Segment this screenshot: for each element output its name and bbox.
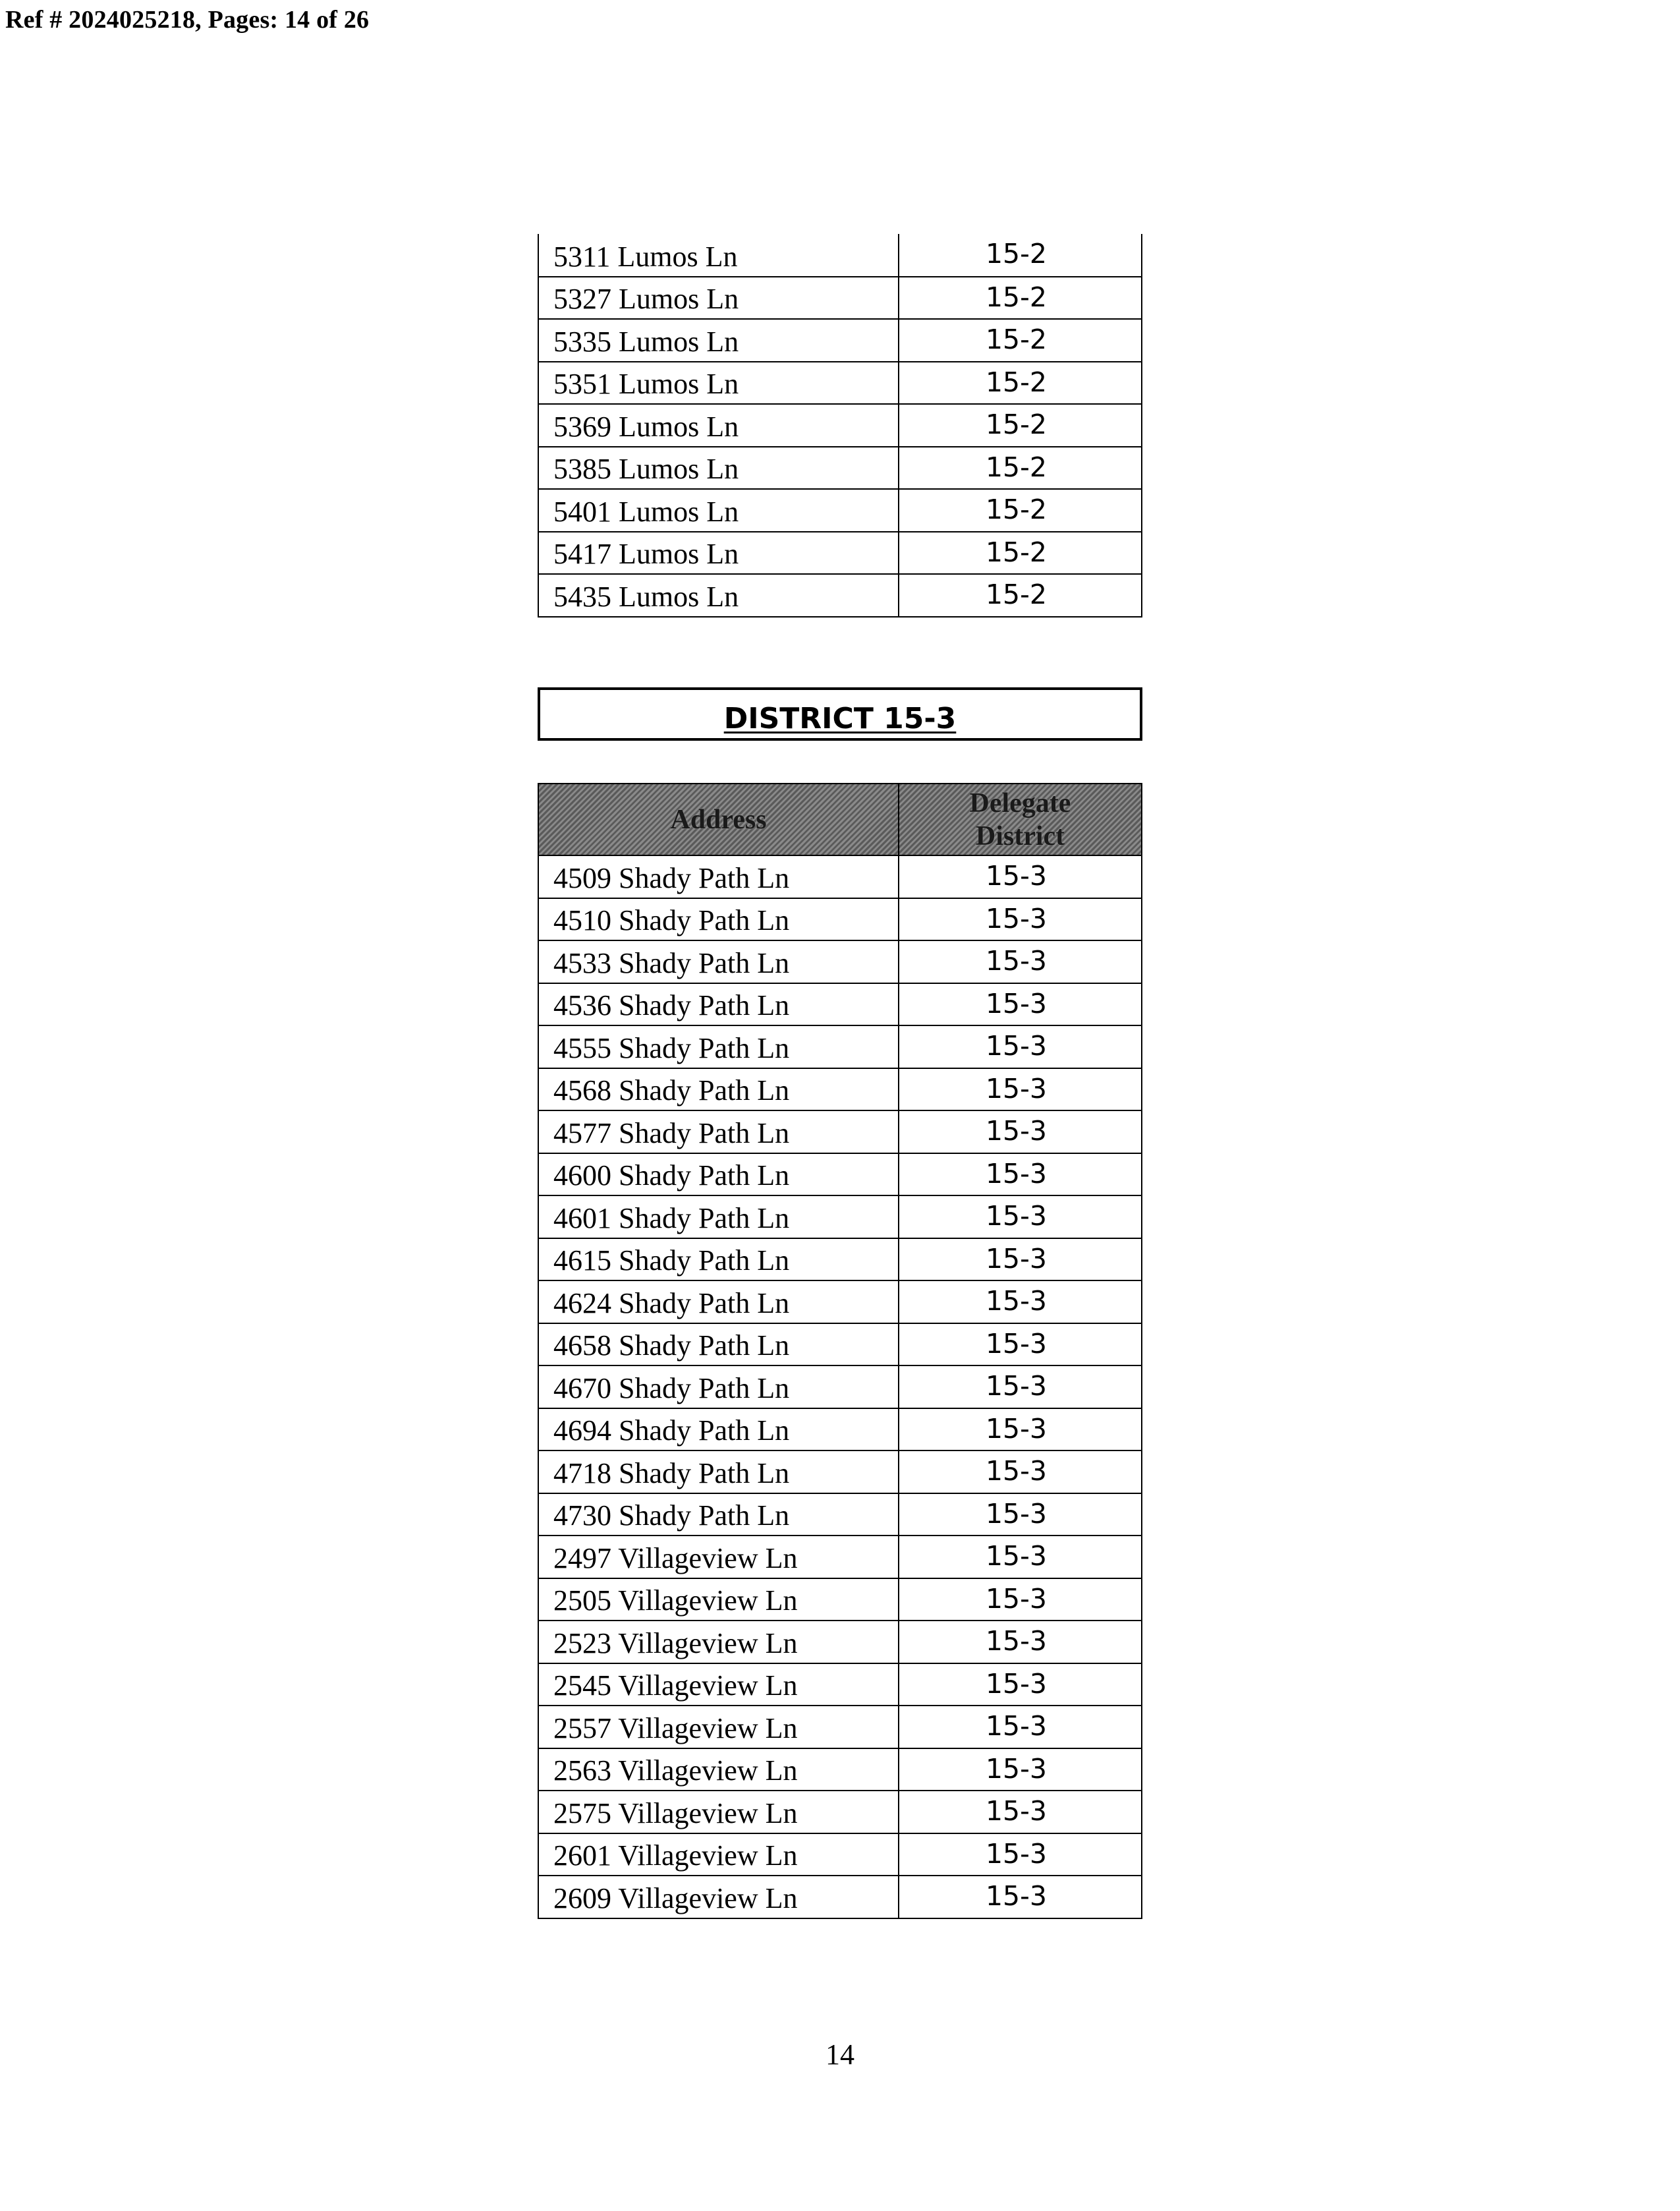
- delegate-district-cell: 15-3: [899, 1408, 1142, 1451]
- delegate-district-cell: 15-3: [899, 1791, 1142, 1833]
- address-cell: 2601 Villageview Ln: [538, 1833, 899, 1876]
- delegate-district-cell: 15-3: [899, 898, 1142, 941]
- delegate-district-cell: 15-3: [899, 1068, 1142, 1111]
- delegate-district-cell: 15-3: [899, 1536, 1142, 1578]
- delegate-district-cell: 15-3: [899, 940, 1142, 983]
- address-cell: 4510 Shady Path Ln: [538, 898, 899, 941]
- delegate-district-cell: 15-2: [899, 447, 1142, 490]
- address-cell: 2563 Villageview Ln: [538, 1748, 899, 1791]
- address-cell: 4730 Shady Path Ln: [538, 1493, 899, 1536]
- table-row: [538, 362, 1142, 405]
- address-cell: 2575 Villageview Ln: [538, 1791, 899, 1833]
- address-cell: 2609 Villageview Ln: [538, 1876, 899, 1918]
- address-cell: 5369 Lumos Ln: [538, 404, 899, 447]
- address-cell: 4555 Shady Path Ln: [538, 1025, 899, 1068]
- address-cell: 5401 Lumos Ln: [538, 489, 899, 532]
- table-row: [538, 1536, 1142, 1578]
- table-row: [538, 1450, 1142, 1493]
- delegate-district-column-header: [899, 784, 1142, 855]
- address-cell: 4615 Shady Path Ln: [538, 1238, 899, 1281]
- table-row: [538, 1493, 1142, 1536]
- district-address-table: [538, 783, 1142, 1919]
- table-row: [538, 940, 1142, 983]
- address-cell: 5327 Lumos Ln: [538, 277, 899, 320]
- table-row: [538, 1323, 1142, 1366]
- delegate-district-cell: 15-3: [899, 1195, 1142, 1238]
- address-cell: 4568 Shady Path Ln: [538, 1068, 899, 1111]
- delegate-district-cell: 15-3: [899, 1833, 1142, 1876]
- delegate-district-cell: 15-3: [899, 1110, 1142, 1153]
- district-address-table-body: [538, 855, 1142, 1918]
- delegate-district-cell: 15-2: [899, 574, 1142, 617]
- table-row: [538, 574, 1142, 617]
- table-row: [538, 1025, 1142, 1068]
- delegate-district-cell: 15-3: [899, 983, 1142, 1026]
- address-cell: 5435 Lumos Ln: [538, 574, 899, 617]
- delegate-district-cell: 15-3: [899, 1323, 1142, 1366]
- continued-address-table: [538, 234, 1142, 617]
- table-row: [538, 1195, 1142, 1238]
- table-row: [538, 1280, 1142, 1323]
- delegate-district-cell: 15-3: [899, 1450, 1142, 1493]
- delegate-district-header-line2: District: [975, 820, 1065, 851]
- table-row: [538, 1408, 1142, 1451]
- address-cell: 5335 Lumos Ln: [538, 319, 899, 362]
- table-row: [538, 489, 1142, 532]
- table-row: [538, 277, 1142, 320]
- district-section-banner: [538, 687, 1142, 741]
- delegate-district-cell: 15-2: [899, 532, 1142, 575]
- address-cell: 4533 Shady Path Ln: [538, 940, 899, 983]
- address-cell: 4600 Shady Path Ln: [538, 1153, 899, 1196]
- address-cell: 4577 Shady Path Ln: [538, 1110, 899, 1153]
- table-row: [538, 234, 1142, 277]
- address-cell: 4694 Shady Path Ln: [538, 1408, 899, 1451]
- address-cell: 2497 Villageview Ln: [538, 1536, 899, 1578]
- delegate-district-header-line1: Delegate: [969, 788, 1071, 818]
- delegate-district-cell: 15-3: [899, 1621, 1142, 1663]
- table-row: [538, 855, 1142, 898]
- address-cell: 4658 Shady Path Ln: [538, 1323, 899, 1366]
- address-cell: 2545 Villageview Ln: [538, 1663, 899, 1706]
- address-column-header: Address: [538, 784, 899, 855]
- table-row: [538, 1238, 1142, 1281]
- table-row: [538, 1876, 1142, 1918]
- delegate-district-cell: 15-3: [899, 1706, 1142, 1748]
- delegate-district-cell: 15-3: [899, 1748, 1142, 1791]
- address-cell: 2523 Villageview Ln: [538, 1621, 899, 1663]
- address-cell: 2505 Villageview Ln: [538, 1578, 899, 1621]
- address-cell: 4670 Shady Path Ln: [538, 1365, 899, 1408]
- table-header-row: [538, 784, 1142, 855]
- address-cell: 4624 Shady Path Ln: [538, 1280, 899, 1323]
- delegate-district-cell: 15-3: [899, 1280, 1142, 1323]
- table-row: [538, 1365, 1142, 1408]
- reference-header: Ref # 2024025218, Pages: 14 of 26: [5, 6, 370, 34]
- delegate-district-cell: 15-3: [899, 1876, 1142, 1918]
- table-row: [538, 1791, 1142, 1833]
- page-number: 14: [826, 2038, 854, 2071]
- table-row: [538, 898, 1142, 941]
- table-row: [538, 1706, 1142, 1748]
- table-row: [538, 404, 1142, 447]
- delegate-district-cell: 15-3: [899, 1153, 1142, 1196]
- address-cell: 4509 Shady Path Ln: [538, 855, 899, 898]
- delegate-district-cell: 15-3: [899, 855, 1142, 898]
- table-row: [538, 1153, 1142, 1196]
- delegate-district-cell: 15-2: [899, 404, 1142, 447]
- continued-address-table-body: [538, 234, 1142, 617]
- table-row: [538, 983, 1142, 1026]
- delegate-district-cell: 15-2: [899, 489, 1142, 532]
- delegate-district-cell: 15-3: [899, 1493, 1142, 1536]
- table-row: [538, 1578, 1142, 1621]
- table-row: [538, 532, 1142, 575]
- delegate-district-cell: 15-3: [899, 1025, 1142, 1068]
- delegate-district-cell: 15-2: [899, 362, 1142, 405]
- delegate-district-cell: 15-3: [899, 1663, 1142, 1706]
- delegate-district-cell: 15-2: [899, 234, 1142, 277]
- table-row: [538, 1110, 1142, 1153]
- delegate-district-cell: 15-3: [899, 1578, 1142, 1621]
- address-cell: 5417 Lumos Ln: [538, 532, 899, 575]
- address-cell: 5311 Lumos Ln: [538, 234, 899, 277]
- table-row: [538, 1748, 1142, 1791]
- table-row: [538, 1663, 1142, 1706]
- district-section-title: DISTRICT 15-3: [723, 702, 957, 735]
- delegate-district-cell: 15-3: [899, 1365, 1142, 1408]
- table-row: [538, 447, 1142, 490]
- address-cell: 4536 Shady Path Ln: [538, 983, 899, 1026]
- delegate-district-cell: 15-2: [899, 277, 1142, 320]
- address-cell: 5351 Lumos Ln: [538, 362, 899, 405]
- table-row: [538, 319, 1142, 362]
- table-row: [538, 1621, 1142, 1663]
- table-row: [538, 1068, 1142, 1111]
- address-cell: 5385 Lumos Ln: [538, 447, 899, 490]
- address-cell: 4718 Shady Path Ln: [538, 1450, 899, 1493]
- address-cell: 4601 Shady Path Ln: [538, 1195, 899, 1238]
- address-cell: 2557 Villageview Ln: [538, 1706, 899, 1748]
- delegate-district-cell: 15-3: [899, 1238, 1142, 1281]
- table-row: [538, 1833, 1142, 1876]
- delegate-district-cell: 15-2: [899, 319, 1142, 362]
